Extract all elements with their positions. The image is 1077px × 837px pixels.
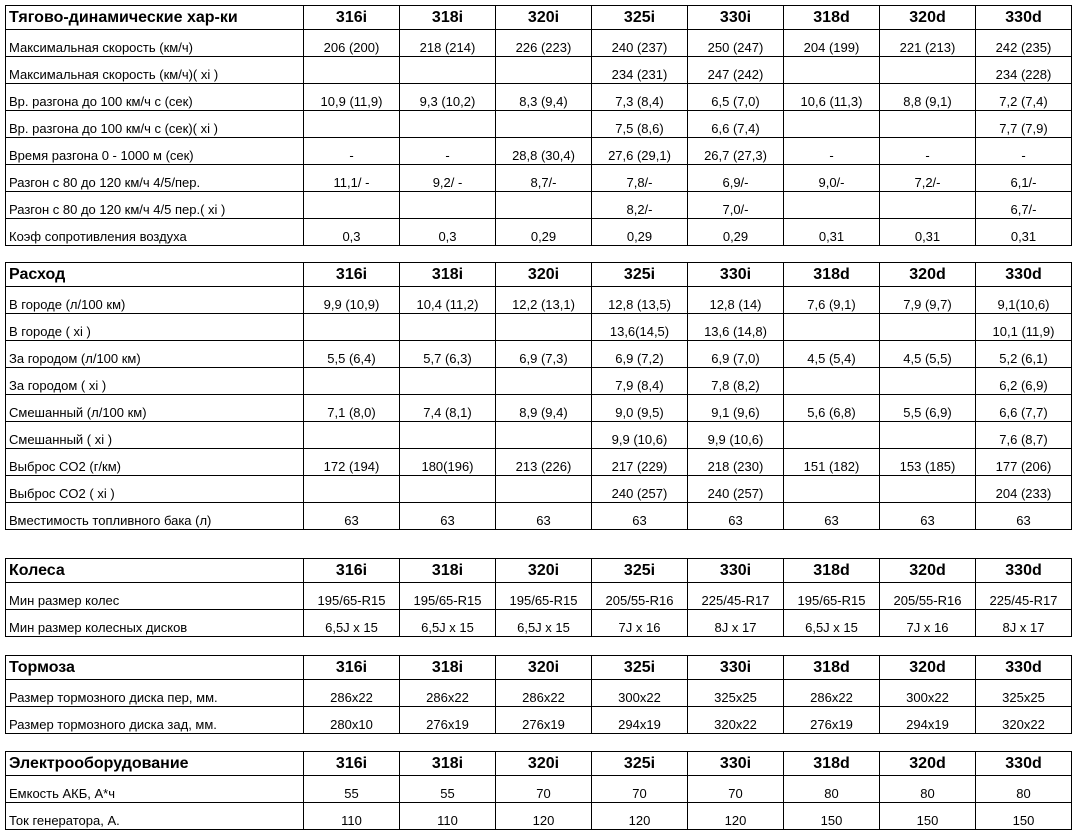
value-cell: 6,7/- [976, 192, 1072, 219]
table-row [6, 680, 1072, 707]
model-header-cell: 325i [592, 752, 688, 776]
model-header-cell: 330d [976, 263, 1072, 287]
value-cell [496, 422, 592, 449]
model-header-cell: 316i [304, 263, 400, 287]
table-row [6, 503, 1072, 530]
row-label: Смешанный ( xi ) [6, 422, 304, 449]
value-cell: 63 [496, 503, 592, 530]
value-cell [784, 111, 880, 138]
value-cell: 294x19 [880, 707, 976, 734]
value-cell: 7,1 (8,0) [304, 395, 400, 422]
value-cell [784, 476, 880, 503]
value-cell: 70 [496, 776, 592, 803]
value-cell: 9,1 (9,6) [688, 395, 784, 422]
value-cell: 0,29 [592, 219, 688, 246]
value-cell: - [880, 138, 976, 165]
value-cell: 6,6 (7,4) [688, 111, 784, 138]
value-cell: 5,5 (6,4) [304, 341, 400, 368]
model-header-cell: 325i [592, 6, 688, 30]
value-cell: - [976, 138, 1072, 165]
value-cell: 7,2/- [880, 165, 976, 192]
model-header-cell: 318d [784, 263, 880, 287]
model-header-cell: 316i [304, 656, 400, 680]
value-cell: 247 (242) [688, 57, 784, 84]
row-label: Максимальная скорость (км/ч)( xi ) [6, 57, 304, 84]
value-cell: 10,1 (11,9) [976, 314, 1072, 341]
value-cell: 286x22 [784, 680, 880, 707]
value-cell: 8,3 (9,4) [496, 84, 592, 111]
value-cell: 240 (237) [592, 30, 688, 57]
value-cell: 242 (235) [976, 30, 1072, 57]
value-cell [304, 314, 400, 341]
model-header-cell: 318d [784, 656, 880, 680]
value-cell: 55 [400, 776, 496, 803]
row-label: Выброс CO2 ( xi ) [6, 476, 304, 503]
model-header-cell: 318i [400, 752, 496, 776]
value-cell: 6,9 (7,3) [496, 341, 592, 368]
value-cell [880, 476, 976, 503]
value-cell: 0,29 [688, 219, 784, 246]
value-cell: 7,5 (8,6) [592, 111, 688, 138]
value-cell: 6,5J x 15 [304, 610, 400, 637]
model-header-cell: 325i [592, 559, 688, 583]
value-cell: - [784, 138, 880, 165]
value-cell: 70 [688, 776, 784, 803]
model-header-cell: 318i [400, 656, 496, 680]
value-cell [400, 476, 496, 503]
model-header-cell: 318d [784, 559, 880, 583]
value-cell: 6,9 (7,0) [688, 341, 784, 368]
value-cell [400, 422, 496, 449]
value-cell [304, 111, 400, 138]
value-cell [880, 57, 976, 84]
value-cell: 7J x 16 [880, 610, 976, 637]
table-row [6, 776, 1072, 803]
model-header-cell: 320i [496, 752, 592, 776]
value-cell: 70 [592, 776, 688, 803]
value-cell: 6,9/- [688, 165, 784, 192]
value-cell: 80 [784, 776, 880, 803]
value-cell: - [400, 138, 496, 165]
value-cell: 9,9 (10,9) [304, 287, 400, 314]
model-header-cell: 320d [880, 559, 976, 583]
value-cell: 205/55-R16 [880, 583, 976, 610]
section-consumption-table [5, 262, 1072, 530]
value-cell: 63 [880, 503, 976, 530]
model-header-cell: 325i [592, 656, 688, 680]
row-label: Максимальная скорость (км/ч) [6, 30, 304, 57]
row-label: Разгон с 80 до 120 км/ч 4/5 пер.( xi ) [6, 192, 304, 219]
value-cell: 9,0 (9,5) [592, 395, 688, 422]
value-cell: 9,1(10,6) [976, 287, 1072, 314]
row-label: Выброс CO2 (г/км) [6, 449, 304, 476]
value-cell: 286x22 [496, 680, 592, 707]
table-row [6, 219, 1072, 246]
model-header-cell: 320i [496, 559, 592, 583]
value-cell [880, 422, 976, 449]
row-label: Вр. разгона до 100 км/ч с (сек)( xi ) [6, 111, 304, 138]
table-row [6, 111, 1072, 138]
row-label: Размер тормозного диска пер, мм. [6, 680, 304, 707]
value-cell: 276x19 [400, 707, 496, 734]
value-cell: 226 (223) [496, 30, 592, 57]
value-cell: 63 [688, 503, 784, 530]
table-row [6, 610, 1072, 637]
value-cell: 225/45-R17 [976, 583, 1072, 610]
value-cell [496, 476, 592, 503]
section-header-row [6, 752, 1072, 776]
value-cell [496, 368, 592, 395]
value-cell: 180(196) [400, 449, 496, 476]
row-label: Размер тормозного диска зад, мм. [6, 707, 304, 734]
value-cell: 325x25 [688, 680, 784, 707]
value-cell: 206 (200) [304, 30, 400, 57]
value-cell: 63 [976, 503, 1072, 530]
value-cell: 300x22 [592, 680, 688, 707]
value-cell: 218 (214) [400, 30, 496, 57]
value-cell: 320x22 [688, 707, 784, 734]
value-cell [880, 368, 976, 395]
value-cell: 7,8/- [592, 165, 688, 192]
value-cell: 8,7/- [496, 165, 592, 192]
value-cell: 7,0/- [688, 192, 784, 219]
value-cell: 218 (230) [688, 449, 784, 476]
row-label: За городом ( xi ) [6, 368, 304, 395]
model-header-cell: 318i [400, 559, 496, 583]
value-cell: 234 (228) [976, 57, 1072, 84]
table-row [6, 583, 1072, 610]
value-cell: 6,1/- [976, 165, 1072, 192]
value-cell: 7J x 16 [592, 610, 688, 637]
value-cell: - [304, 138, 400, 165]
value-cell: 10,4 (11,2) [400, 287, 496, 314]
value-cell: 5,2 (6,1) [976, 341, 1072, 368]
value-cell: 12,2 (13,1) [496, 287, 592, 314]
value-cell [496, 314, 592, 341]
value-cell: 6,5J x 15 [784, 610, 880, 637]
value-cell [784, 314, 880, 341]
model-header-cell: 320i [496, 6, 592, 30]
value-cell: 286x22 [304, 680, 400, 707]
value-cell: 63 [784, 503, 880, 530]
value-cell [304, 192, 400, 219]
row-label: Мин размер колесных дисков [6, 610, 304, 637]
row-label: Емкость АКБ, А*ч [6, 776, 304, 803]
value-cell: 0,31 [784, 219, 880, 246]
section-brakes-table [5, 655, 1072, 734]
model-header-cell: 330i [688, 656, 784, 680]
value-cell: 55 [304, 776, 400, 803]
model-header-cell: 330d [976, 656, 1072, 680]
model-header-cell: 325i [592, 263, 688, 287]
table-row [6, 287, 1072, 314]
value-cell: 63 [592, 503, 688, 530]
value-cell: 28,8 (30,4) [496, 138, 592, 165]
value-cell [304, 57, 400, 84]
value-cell: 195/65-R15 [304, 583, 400, 610]
value-cell: 9,9 (10,6) [688, 422, 784, 449]
model-header-cell: 316i [304, 752, 400, 776]
model-header-cell: 330i [688, 752, 784, 776]
value-cell: 12,8 (13,5) [592, 287, 688, 314]
table-row [6, 803, 1072, 830]
value-cell: 7,4 (8,1) [400, 395, 496, 422]
value-cell: 12,8 (14) [688, 287, 784, 314]
value-cell: 80 [880, 776, 976, 803]
value-cell: 205/55-R16 [592, 583, 688, 610]
model-header-cell: 330i [688, 6, 784, 30]
model-header-cell: 318i [400, 263, 496, 287]
value-cell: 8J x 17 [976, 610, 1072, 637]
value-cell: 153 (185) [880, 449, 976, 476]
value-cell: 7,2 (7,4) [976, 84, 1072, 111]
value-cell: 10,9 (11,9) [304, 84, 400, 111]
value-cell [400, 111, 496, 138]
value-cell [784, 422, 880, 449]
value-cell: 286x22 [400, 680, 496, 707]
value-cell [400, 57, 496, 84]
value-cell: 204 (199) [784, 30, 880, 57]
section-electrics-table [5, 751, 1072, 830]
row-label: За городом (л/100 км) [6, 341, 304, 368]
model-header-cell: 318d [784, 6, 880, 30]
value-cell: 5,7 (6,3) [400, 341, 496, 368]
value-cell: 4,5 (5,5) [880, 341, 976, 368]
model-header-cell: 320d [880, 656, 976, 680]
value-cell: 5,6 (6,8) [784, 395, 880, 422]
table-row [6, 84, 1072, 111]
value-cell: 225/45-R17 [688, 583, 784, 610]
value-cell: 240 (257) [688, 476, 784, 503]
value-cell [784, 192, 880, 219]
value-cell: 5,5 (6,9) [880, 395, 976, 422]
value-cell: 172 (194) [304, 449, 400, 476]
model-header-cell: 330d [976, 6, 1072, 30]
model-header-cell: 320d [880, 6, 976, 30]
value-cell: 204 (233) [976, 476, 1072, 503]
value-cell: 26,7 (27,3) [688, 138, 784, 165]
model-header-cell: 330i [688, 263, 784, 287]
value-cell: 63 [304, 503, 400, 530]
row-label: Ток генератора, А. [6, 803, 304, 830]
value-cell: 27,6 (29,1) [592, 138, 688, 165]
value-cell: 110 [400, 803, 496, 830]
value-cell: 150 [976, 803, 1072, 830]
value-cell: 213 (226) [496, 449, 592, 476]
value-cell: 6,2 (6,9) [976, 368, 1072, 395]
value-cell: 150 [784, 803, 880, 830]
value-cell [400, 314, 496, 341]
value-cell: 8,2/- [592, 192, 688, 219]
value-cell: 13,6 (14,8) [688, 314, 784, 341]
value-cell: 7,9 (8,4) [592, 368, 688, 395]
table-row [6, 30, 1072, 57]
section-header-row [6, 263, 1072, 287]
row-label: Мин размер колес [6, 583, 304, 610]
table-row [6, 422, 1072, 449]
row-label: Разгон с 80 до 120 км/ч 4/5/пер. [6, 165, 304, 192]
value-cell: 195/65-R15 [496, 583, 592, 610]
table-row [6, 138, 1072, 165]
value-cell [784, 57, 880, 84]
value-cell: 240 (257) [592, 476, 688, 503]
row-label: Вр. разгона до 100 км/ч с (сек) [6, 84, 304, 111]
value-cell: 110 [304, 803, 400, 830]
row-label: Коэф сопротивления воздуха [6, 219, 304, 246]
section-dynamics-table [5, 5, 1072, 246]
value-cell: 8J x 17 [688, 610, 784, 637]
table-row [6, 57, 1072, 84]
model-header-cell: 318i [400, 6, 496, 30]
value-cell: 280x10 [304, 707, 400, 734]
model-header-cell: 330i [688, 559, 784, 583]
section-title: Тягово-динамические хар-ки [6, 6, 304, 30]
value-cell: 11,1/ - [304, 165, 400, 192]
table-row [6, 707, 1072, 734]
section-title: Тормоза [6, 656, 304, 680]
model-header-cell: 316i [304, 559, 400, 583]
value-cell: 250 (247) [688, 30, 784, 57]
model-header-cell: 330d [976, 559, 1072, 583]
value-cell: 6,5 (7,0) [688, 84, 784, 111]
table-row [6, 192, 1072, 219]
model-header-cell: 320i [496, 656, 592, 680]
value-cell: 9,2/ - [400, 165, 496, 192]
value-cell: 120 [688, 803, 784, 830]
value-cell: 0,31 [976, 219, 1072, 246]
table-row [6, 165, 1072, 192]
value-cell [400, 192, 496, 219]
value-cell: 7,3 (8,4) [592, 84, 688, 111]
value-cell: 13,6(14,5) [592, 314, 688, 341]
value-cell: 234 (231) [592, 57, 688, 84]
value-cell: 320x22 [976, 707, 1072, 734]
value-cell: 0,3 [304, 219, 400, 246]
value-cell: 7,6 (9,1) [784, 287, 880, 314]
value-cell [400, 368, 496, 395]
value-cell [880, 192, 976, 219]
value-cell: 8,8 (9,1) [880, 84, 976, 111]
value-cell: 9,3 (10,2) [400, 84, 496, 111]
section-wheels-table [5, 558, 1072, 637]
section-header-row [6, 6, 1072, 30]
table-row [6, 449, 1072, 476]
section-header-row [6, 656, 1072, 680]
model-header-cell: 320d [880, 752, 976, 776]
value-cell [496, 57, 592, 84]
table-row [6, 395, 1072, 422]
section-header-row [6, 559, 1072, 583]
value-cell: 6,6 (7,7) [976, 395, 1072, 422]
value-cell: 150 [880, 803, 976, 830]
value-cell: 4,5 (5,4) [784, 341, 880, 368]
value-cell: 177 (206) [976, 449, 1072, 476]
value-cell: 8,9 (9,4) [496, 395, 592, 422]
value-cell: 6,9 (7,2) [592, 341, 688, 368]
value-cell: 63 [400, 503, 496, 530]
model-header-cell: 320i [496, 263, 592, 287]
value-cell: 0,3 [400, 219, 496, 246]
value-cell [496, 111, 592, 138]
table-row [6, 314, 1072, 341]
value-cell: 7,7 (7,9) [976, 111, 1072, 138]
value-cell [304, 476, 400, 503]
value-cell [304, 422, 400, 449]
value-cell: 80 [976, 776, 1072, 803]
value-cell: 6,5J x 15 [496, 610, 592, 637]
value-cell: 0,29 [496, 219, 592, 246]
model-header-cell: 318d [784, 752, 880, 776]
model-header-cell: 330d [976, 752, 1072, 776]
row-label: Время разгона 0 - 1000 м (сек) [6, 138, 304, 165]
value-cell [880, 111, 976, 138]
value-cell: 120 [496, 803, 592, 830]
value-cell: 276x19 [496, 707, 592, 734]
row-label: В городе (л/100 км) [6, 287, 304, 314]
table-row [6, 341, 1072, 368]
value-cell: 217 (229) [592, 449, 688, 476]
value-cell: 300x22 [880, 680, 976, 707]
model-header-cell: 316i [304, 6, 400, 30]
value-cell: 9,9 (10,6) [592, 422, 688, 449]
value-cell: 276x19 [784, 707, 880, 734]
table-row [6, 476, 1072, 503]
section-title: Расход [6, 263, 304, 287]
row-label: В городе ( xi ) [6, 314, 304, 341]
value-cell [784, 368, 880, 395]
value-cell: 7,9 (9,7) [880, 287, 976, 314]
row-label: Смешанный (л/100 км) [6, 395, 304, 422]
value-cell: 7,8 (8,2) [688, 368, 784, 395]
value-cell [880, 314, 976, 341]
value-cell: 120 [592, 803, 688, 830]
value-cell: 195/65-R15 [400, 583, 496, 610]
value-cell [496, 192, 592, 219]
value-cell: 195/65-R15 [784, 583, 880, 610]
section-title: Колеса [6, 559, 304, 583]
value-cell: 6,5J x 15 [400, 610, 496, 637]
value-cell: 10,6 (11,3) [784, 84, 880, 111]
value-cell [304, 368, 400, 395]
value-cell: 294x19 [592, 707, 688, 734]
table-row [6, 368, 1072, 395]
value-cell: 7,6 (8,7) [976, 422, 1072, 449]
model-header-cell: 320d [880, 263, 976, 287]
row-label: Вместимость топливного бака (л) [6, 503, 304, 530]
value-cell: 151 (182) [784, 449, 880, 476]
value-cell: 221 (213) [880, 30, 976, 57]
section-title: Электрооборудование [6, 752, 304, 776]
value-cell: 325x25 [976, 680, 1072, 707]
value-cell: 9,0/- [784, 165, 880, 192]
value-cell: 0,31 [880, 219, 976, 246]
